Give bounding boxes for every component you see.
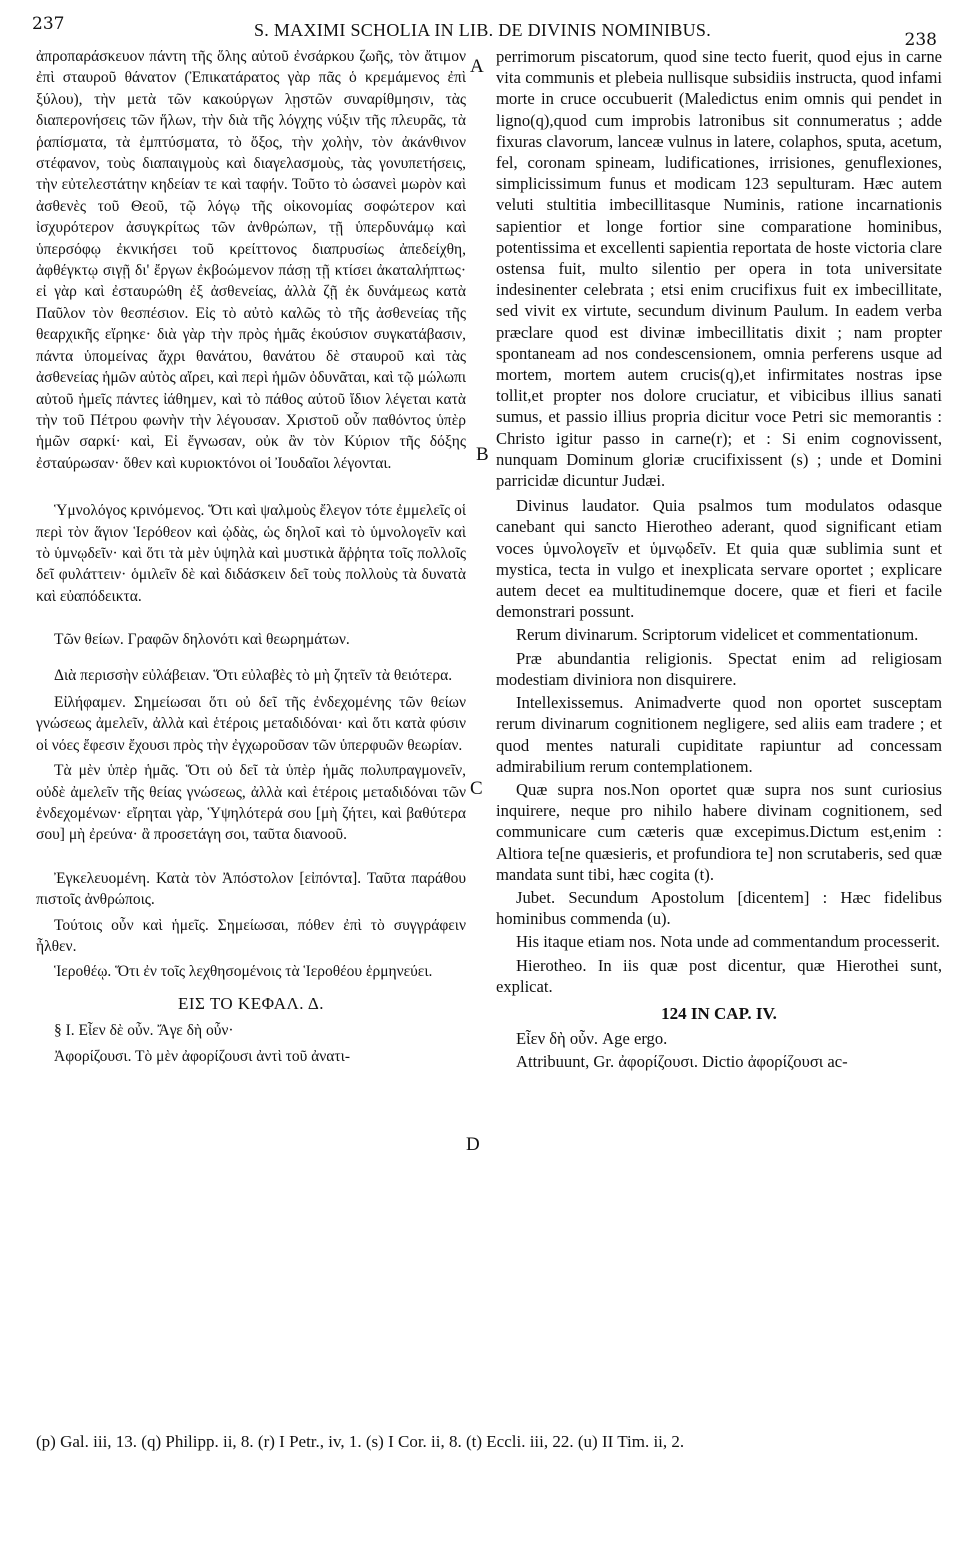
greek-scholion: Ἀφορίζουσι. Τὸ μὲν ἀφορίζουσι ἀντὶ τοῦ ἀνατι- bbox=[54, 1047, 350, 1065]
running-title: S. MAXIMI SCHOLIA IN LIB. DE DIVINIS NOMINIBUS. bbox=[253, 20, 712, 40]
greek-scholion: Τὰ μὲν ὑπὲρ ἡμᾶς. Ὅτι οὐ δεῖ τὰ ὑπὲρ ἡμᾶς πολυπραγμονεῖν, οὐδὲ ἀμελεῖν τῆς θείας γνώσεως, ἀλλὰ καὶ ἑτέροις μεταδιδόναι τῶν ἐνδεχομένων· εἴρηται γὰρ, Ὑψηλότερά σου [μὴ ζήτει, καὶ βαθύτερα σου] μὴ ἐρεύνα· ἃ προσετάγη σοι, ταῦτα διανοοῦ. bbox=[36, 762, 466, 844]
latin-scholion: Attribuunt, Gr. ἀφορίζουσι. Dictio ἀφορίζουσι ac- bbox=[516, 1052, 848, 1072]
latin-scholion: Hierotheo. In iis quæ post dicentur, quæ Hierothei sunt, explicat. bbox=[496, 955, 942, 996]
greek-scholion: Ἐγκελευομένη. Κατὰ τὸν Ἀπόστολον [εἰπόντα]. Ταῦτα παράθου πιστοῖς ἀνθρώποις. bbox=[36, 869, 466, 909]
greek-column bbox=[36, 46, 466, 1067]
greek-scholion: Τῶν θείων. Γραφῶν δηλονότι καὶ θεωρημάτων. bbox=[54, 631, 350, 649]
greek-scholion: Τούτοις οὖν καὶ ἡμεῖς. Σημείωσαι, πόθεν ἐπὶ τὸ συγγράφειν ἦλθεν. bbox=[36, 916, 466, 956]
latin-scholion: Divinus laudator. Quia psalmos tum modulatos odasque canebant qui sancto Hierotheo aderant, quod significant etiam voces ὑμνολογεῖν et ὑμνῳδεῖν. Et quia quæ sublimia sunt et mystica, tecta in vulgo et inexplicata servare oportet ; explicare autem decet ea multitudinemque docere, quæ et fieri et facile demonstrari possunt. bbox=[496, 496, 942, 622]
latin-column bbox=[496, 46, 942, 1073]
margin-letter-a: A bbox=[470, 56, 484, 77]
greek-scholion: Ἱεροθέῳ. Ὅτι ἐν τοῖς λεχθησομένοις τὰ Ἱεροθέου ἑρμηνεύει. bbox=[54, 963, 433, 981]
greek-scholion: Διὰ περισσὴν εὐλάβειαν. Ὅτι εὐλαβὲς τὸ μὴ ζητεῖν τὰ θειότερα. bbox=[54, 666, 453, 684]
latin-scholion: Jubet. Secundum Apostolum [dicentem] : Hæc fidelibus hominibus commenda (u). bbox=[496, 887, 942, 929]
greek-paragraph: ἀπροπαράσκευον πάντη τῆς ὅλης αὐτοῦ ἐνσάρκου ζωῆς, τὸν ἄτιμον ἐπὶ σταυροῦ θάνατον (Ἐπικατάρατος γὰρ πᾶς ὁ κρεμάμενος ἐπὶ ξύλου), τὴν μετὰ τῶν κακούργων λῃστῶν συναρίθμησιν, τὰς διαπερονήσεις τῶν ἥλων, τὴν διὰ τῆς λόγχης νύξιν τῆς πλευρᾶς, τὰ ῥαπίσματα, τὰ ἐμπτύσματα, τὸ ὄξος, τὴν χολὴν, τὸν ἀκάνθινον στέφανον, τοὺς διαπαιγμοὺς καὶ διαγελασμοὺς, τὰς γονυπετήσεις, τὴν εὐτελεστάτην κηδείαν τε καὶ ταφήν. Τοῦτο τὸ ὡσανεὶ μωρὸν καὶ ἀσθενὲς τοῦ Θεοῦ, τῷ λόγῳ τῆς οἰκονομίας σοφώτερον καὶ ἰσχυρότερον ἀσυγκρίτως τῶν ἀνθρώπων, τῇ ὑπερδυνάμῳ καὶ ὑπερσόφῳ ἐκνικήσει τοῦ κρείττονος διαπρυσίως ἀπεδείχθη, ἀφθέγκτῳ σιγῇ δι' ἔργων ἐκβοώμενον πάσῃ τῇ κτίσει ἀκαταλήπτως· εἰ γὰρ καὶ ἐσταυρώθη ἐξ ἀσθενείας, ἀλλὰ ζῇ ἐκ δυνάμεως κατὰ Παῦλον τὸν θεσπέσιον. Εἰς τὸ αὐτὸ καλῶς τὸ τῆς ἀσθενείας τῆς θεαρχικῆς εἴρηκε· διὰ γὰρ τὴν πρὸς ἡμᾶς ἑκούσιον συγκατάβασιν, πάντα ὑπομείνας ἄχρι θανάτου, θανάτου δὲ σταυροῦ καὶ τὰς ἀσθενείας ἡμῶν αὐτὸς αἴρει, καὶ περὶ ἡμῶν ὀδυνᾶται, καὶ τῷ μώλωπι αὐτοῦ ἡμεῖς πάντες ἰάθημεν, καὶ τὸ πάθος αὐτοῦ ἴδιον λέγεται κατὰ τὴν τοῦ Πέτρου φωνὴν τὴν λέγουσαν. Χριστοῦ οὖν παθόντος ὑπὲρ ἡμῶν σαρκί· καὶ, Εἰ ἔγνωσαν, οὐκ ἂν τὸν Κύριον τῆς δόξης ἐσταύρωσαν· ὅθεν καὶ κυριοκτόνοι οἱ Ἰουδαῖοι λέγονται. bbox=[36, 48, 466, 472]
latin-chapter-heading: 124 IN CAP. IV. bbox=[661, 1003, 777, 1023]
latin-paragraph: perrimorum piscatorum, quod sine tecto fuerit, quod ejus in carne vita communis et plebeia nullisque subsidiis instructa, quod infami morte in cruce occubuerit (Maledictus enim omnis qui pendet in ligno(q),quod cum improbis latronibus sit connumeratus ; adde fixuras clavorum, lanceæ vulnus in latere, colaphos, sputa, acetum, fel, coronam spineam, ludificationes, irrisiones, genuflexiones, simplicissimum funus et modicam 123 sepulturam. Hæc autem veluti stultitia imbecillitasque Numinis, ratione incarnationis sapientior et longe fortior sine comparatione hominibus, potentissima et excellenti sapientia reportata de hoste victoria clare ostensa fuit, multo silentio per opera in tota universitate indesinenter celebrata ; etsi enim crucifixus fuit ex imbecillitate, sed vivit ex virtute, secundum divinum Paulum. In eadem verba præclare quod est divinæ imbecillitatis dixit ; nam propter spontaneam ad nos condescensionem, omnia perferens usque ad mortem, mortem autem crucis(q),et infirmitates nostras ipse tollit,et propter nos dolore cruciatur, et vibicibus illius sanati sumus, et passio illius propria dicitur voce Petri sic memorantis : Christo igitur passo in carne(r); et : Si enim cognovissent, nunquam Dominum gloriæ crucifixissent (s) ; unde et Domini parricidæ dicuntur Judæi. bbox=[496, 47, 942, 491]
greek-chapter-heading: ΕΙΣ ΤΟ ΚΕΦΑΛ. Δ. bbox=[177, 993, 325, 1013]
greek-scholion: § I. Εἶεν δὲ οὖν. Ἄγε δὴ οὖν· bbox=[54, 1022, 234, 1040]
margin-letter-d: D bbox=[466, 1134, 480, 1155]
footnotes: (p) Gal. iii, 13. (q) Philipp. ii, 8. (r) I Petr., iv, 1. (s) I Cor. ii, 8. (t) Eccli. iii, 22. (u) II Tim. ii, 2. bbox=[36, 1432, 685, 1451]
latin-scholion: Εἶεν δὴ οὖν. Age ergo. bbox=[516, 1029, 668, 1049]
latin-scholion: His itaque etiam nos. Nota unde ad commentandum processerit. bbox=[516, 932, 940, 952]
latin-scholion: Quæ supra nos.Non oportet quæ supra nos sunt curiosius inquirere, neque pro nihilo habere divinam cognitionem, sed communicare cum cæteris quæ excepimus.Dictum est,enim : Altiora te[ne quæsieris, et profundiora te] non scrutaberis, sed quæ mandata sunt tibi, hæc cogita (t). bbox=[496, 779, 942, 884]
margin-letter-c: C bbox=[470, 778, 483, 799]
latin-scholion: Intellexissemus. Animadverte quod non oportet susceptam rerum divinarum cognitionem negligere, sed aliis eam tradere ; et quod mentes naturali cupiditate rapiuntur ad concessam admirabilium rerum contemplationem. bbox=[496, 693, 942, 776]
page-number-left: 237 bbox=[32, 14, 65, 34]
greek-scholion: Εἰλήφαμεν. Σημείωσαι ὅτι οὐ δεῖ τῆς ἐνδεχομένης τῶν θείων γνώσεως ἀμελεῖν, ἀλλὰ καὶ ἑτέροις μεταδιδόναι· καὶ ὅτι κατὰ φύσιν οἱ νόες ἔφεσιν ἔχουσι πρὸς τὴν ἐγχωροῦσαν τῶν ὑπερφυῶν θεωρίαν. bbox=[36, 693, 466, 754]
running-header bbox=[28, 14, 937, 50]
greek-scholion: Ὑμνολόγος κρινόμενος. Ὅτι καὶ ψαλμοὺς ἔλεγον τότε ἐμμελεῖς οἱ περὶ τὸν ἅγιον Ἱερόθεον καὶ ᾠδὰς, ὡς δηλοῖ καὶ τὸ ὑμνολογεῖν καὶ τὸ ὑμνῳδεῖν· καὶ ὅτι τὰ μὲν ὑψηλὰ καὶ μυστικὰ ἄῤῥητα τοῖς πολλοῖς δεῖ φυλάττειν· ὁμιλεῖν δὲ καὶ διδάσκειν δεῖ τοὺς πολλοὺς τὰ δυνατὰ καὶ εὐαπόδεικτα. bbox=[36, 502, 466, 605]
latin-scholion: Rerum divinarum. Scriptorum videlicet et commentationum. bbox=[516, 625, 919, 645]
latin-scholion: Præ abundantia religionis. Spectat enim ad religiosam modestiam diviniora non disquirere. bbox=[496, 648, 942, 689]
page-number-right: 238 bbox=[904, 30, 937, 50]
margin-letter-b: B bbox=[476, 444, 489, 465]
